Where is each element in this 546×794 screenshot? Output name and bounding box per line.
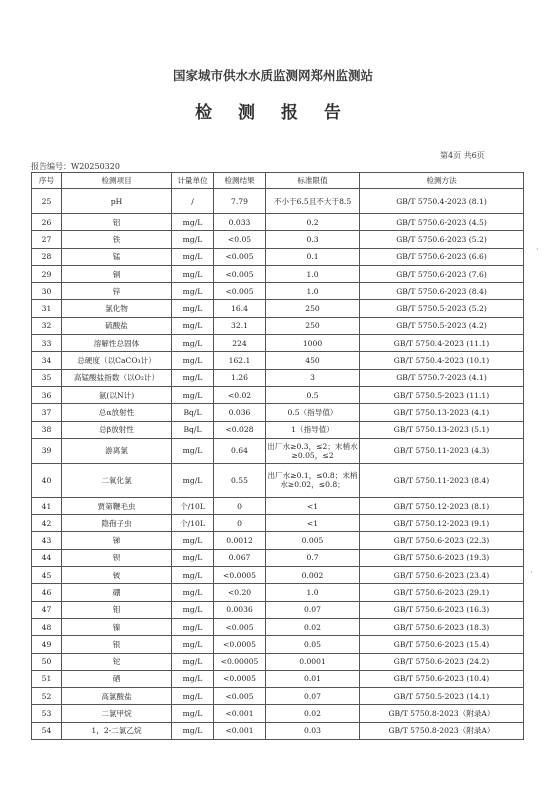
table-row	[32, 352, 524, 369]
table-row	[32, 248, 524, 265]
cell-item: 高氯酸盐	[62, 688, 172, 705]
table-row	[32, 214, 524, 231]
cell-unit: mg/L	[172, 231, 214, 248]
cell-item: 铍	[62, 567, 172, 584]
cell-item: pH	[62, 189, 172, 214]
cell-method: GB/T 5750.5-2023 (11.1)	[360, 386, 524, 403]
cell-method: GB/T 5750.6-2023 (6.6)	[360, 248, 524, 265]
cell-no: 39	[32, 438, 62, 463]
cell-item: 铊	[62, 653, 172, 670]
table-header-row	[32, 173, 524, 189]
cell-no: 31	[32, 300, 62, 317]
cell-no: 45	[32, 567, 62, 584]
cell-unit: mg/L	[172, 386, 214, 403]
table-row	[32, 601, 524, 618]
cell-result: <0.0005	[214, 670, 266, 687]
cell-method: GB/T 5750.11-2023 (4.3)	[360, 438, 524, 463]
cell-limit: 0.3	[266, 231, 360, 248]
cell-item: 溶解性总固体	[62, 335, 172, 352]
cell-result: 0.64	[214, 438, 266, 463]
table-row	[32, 463, 524, 497]
cell-item: 二氯甲烷	[62, 705, 172, 722]
cell-result: 0.067	[214, 549, 266, 566]
cell-method: GB/T 5750.6-2023 (24.2)	[360, 653, 524, 670]
table-row	[32, 688, 524, 705]
cell-item: 隐孢子虫	[62, 515, 172, 532]
table-row	[32, 421, 524, 438]
cell-method: GB/T 5750.6-2023 (22.3)	[360, 532, 524, 549]
cell-result: <0.00005	[214, 653, 266, 670]
table-row	[32, 567, 524, 584]
table-row	[32, 549, 524, 566]
cell-result: <0.0005	[214, 636, 266, 653]
cell-result: 16.4	[214, 300, 266, 317]
cell-no: 28	[32, 248, 62, 265]
cell-method: GB/T 5750.6-2023 (16.3)	[360, 601, 524, 618]
cell-unit: mg/L	[172, 265, 214, 282]
cell-no: 53	[32, 705, 62, 722]
cell-method: GB/T 5750.5-2023 (4.2)	[360, 317, 524, 334]
cell-no: 32	[32, 317, 62, 334]
cell-unit: mg/L	[172, 214, 214, 231]
cell-item: 锌	[62, 283, 172, 300]
col-header-item: 检测项目	[62, 173, 172, 189]
cell-method: GB/T 5750.6-2023 (10.4)	[360, 670, 524, 687]
table-row	[32, 705, 524, 722]
cell-no: 54	[32, 722, 62, 739]
cell-no: 43	[32, 532, 62, 549]
cell-no: 38	[32, 421, 62, 438]
cell-method: GB/T 5750.4-2023 (11.1)	[360, 335, 524, 352]
cell-result: <0.005	[214, 283, 266, 300]
col-header-result: 检测结果	[214, 173, 266, 189]
cell-method: GB/T 5750.4-2023 (8.1)	[360, 189, 524, 214]
cell-method: GB/T 5750.6-2023 (15.4)	[360, 636, 524, 653]
cell-limit: 0.0001	[266, 653, 360, 670]
cell-no: 27	[32, 231, 62, 248]
table-row	[32, 670, 524, 687]
cell-method: GB/T 5750.12-2023 (9.1)	[360, 515, 524, 532]
cell-limit: 0.7	[266, 549, 360, 566]
cell-unit: mg/L	[172, 438, 214, 463]
cell-unit: mg/L	[172, 636, 214, 653]
cell-no: 33	[32, 335, 62, 352]
table-row	[32, 300, 524, 317]
cell-result: 32.1	[214, 317, 266, 334]
cell-result: 0.0012	[214, 532, 266, 549]
cell-method: GB/T 5750.5-2023 (14.1)	[360, 688, 524, 705]
cell-unit: mg/L	[172, 601, 214, 618]
table-row	[32, 386, 524, 403]
table-row	[32, 722, 524, 739]
cell-unit: 个/10L	[172, 497, 214, 514]
page-info: 第4页 共6页	[440, 151, 485, 160]
cell-item: 总α放射性	[62, 404, 172, 421]
cell-method: GB/T 5750.4-2023 (10.1)	[360, 352, 524, 369]
cell-result: 0.0036	[214, 601, 266, 618]
cell-no: 48	[32, 618, 62, 635]
col-header-method: 检测方法	[360, 173, 524, 189]
cell-no: 36	[32, 386, 62, 403]
cell-limit: <1	[266, 497, 360, 514]
cell-result: 0.036	[214, 404, 266, 421]
cell-result: <0.005	[214, 688, 266, 705]
cell-unit: mg/L	[172, 317, 214, 334]
table-row	[32, 497, 524, 514]
cell-item: 二氧化氯	[62, 463, 172, 497]
cell-method: GB/T 5750.6-2023 (19.3)	[360, 549, 524, 566]
cell-method: GB/T 5750.5-2023 (5.2)	[360, 300, 524, 317]
cell-limit: 1.0	[266, 283, 360, 300]
cell-result: <0.001	[214, 722, 266, 739]
cell-unit: mg/L	[172, 722, 214, 739]
cell-result: 0	[214, 515, 266, 532]
cell-unit: mg/L	[172, 532, 214, 549]
cell-result: <0.028	[214, 421, 266, 438]
cell-unit: mg/L	[172, 567, 214, 584]
cell-no: 30	[32, 283, 62, 300]
table-row	[32, 369, 524, 386]
cell-method: GB/T 5750.8-2023（附录A）	[360, 705, 524, 722]
table-row	[32, 515, 524, 532]
cell-unit: mg/L	[172, 549, 214, 566]
cell-item: 1，2-二氯乙烷	[62, 722, 172, 739]
cell-method: GB/T 5750.7-2023 (4.1)	[360, 369, 524, 386]
cell-limit: 0.5	[266, 386, 360, 403]
cell-result: <0.05	[214, 231, 266, 248]
table-row	[32, 189, 524, 214]
cell-no: 26	[32, 214, 62, 231]
cell-no: 44	[32, 549, 62, 566]
cell-limit: 0.2	[266, 214, 360, 231]
cell-method: GB/T 5750.6-2023 (5.2)	[360, 231, 524, 248]
cell-limit: 1.0	[266, 265, 360, 282]
scan-mark: ·	[536, 245, 539, 254]
cell-item: 铝	[62, 214, 172, 231]
cell-unit: /	[172, 189, 214, 214]
cell-item: 铜	[62, 265, 172, 282]
cell-item: 硫酸盐	[62, 317, 172, 334]
table-row	[32, 283, 524, 300]
cell-unit: mg/L	[172, 369, 214, 386]
cell-item: 钼	[62, 601, 172, 618]
cell-limit: 0.01	[266, 670, 360, 687]
cell-method: GB/T 5750.6-2023 (7.6)	[360, 265, 524, 282]
report-number: 报告编号：W20250320	[31, 162, 120, 171]
cell-unit: mg/L	[172, 670, 214, 687]
cell-item: 游离氯	[62, 438, 172, 463]
cell-unit: mg/L	[172, 705, 214, 722]
cell-method: GB/T 5750.11-2023 (8.4)	[360, 463, 524, 497]
cell-method: GB/T 5750.6-2023 (4.5)	[360, 214, 524, 231]
cell-item: 硒	[62, 670, 172, 687]
cell-limit: 0.1	[266, 248, 360, 265]
cell-no: 47	[32, 601, 62, 618]
cell-result: <0.0005	[214, 567, 266, 584]
organization-name: 国家城市供水水质监测网郑州监测站	[172, 68, 373, 83]
cell-unit: mg/L	[172, 653, 214, 670]
table-row	[32, 636, 524, 653]
cell-no: 49	[32, 636, 62, 653]
cell-result: <0.005	[214, 248, 266, 265]
cell-unit: mg/L	[172, 248, 214, 265]
cell-no: 25	[32, 189, 62, 214]
cell-item: 硼	[62, 584, 172, 601]
cell-unit: mg/L	[172, 463, 214, 497]
cell-limit: <1	[266, 515, 360, 532]
cell-method: GB/T 5750.6-2023 (29.1)	[360, 584, 524, 601]
table-row	[32, 265, 524, 282]
cell-limit: 0.5（指导值）	[266, 404, 360, 421]
cell-result: 0.033	[214, 214, 266, 231]
cell-result: <0.005	[214, 618, 266, 635]
col-header-unit: 计量单位	[172, 173, 214, 189]
cell-no: 42	[32, 515, 62, 532]
cell-no: 34	[32, 352, 62, 369]
cell-method: GB/T 5750.6-2023 (8.4)	[360, 283, 524, 300]
cell-limit: 0.005	[266, 532, 360, 549]
cell-result: 7.79	[214, 189, 266, 214]
table-row	[32, 335, 524, 352]
cell-unit: Bq/L	[172, 421, 214, 438]
table-row	[32, 317, 524, 334]
cell-method: GB/T 5750.6-2023 (18.3)	[360, 618, 524, 635]
cell-limit: 1（指导值）	[266, 421, 360, 438]
cell-unit: mg/L	[172, 283, 214, 300]
cell-item: 锑	[62, 532, 172, 549]
table-row	[32, 618, 524, 635]
cell-item: 总硬度（以CaCO₃计）	[62, 352, 172, 369]
cell-limit: 1.0	[266, 584, 360, 601]
cell-item: 氨(以N计)	[62, 386, 172, 403]
cell-limit: 0.02	[266, 618, 360, 635]
table-row	[32, 438, 524, 463]
table-row	[32, 231, 524, 248]
cell-limit: 0.07	[266, 601, 360, 618]
cell-item: 氯化物	[62, 300, 172, 317]
cell-method: GB/T 5750.6-2023 (23.4)	[360, 567, 524, 584]
cell-unit: mg/L	[172, 352, 214, 369]
table-row	[32, 653, 524, 670]
cell-method: GB/T 5750.13-2023 (4.1)	[360, 404, 524, 421]
scan-mark: ·	[530, 568, 533, 577]
cell-item: 高锰酸盐指数（以O₂计）	[62, 369, 172, 386]
cell-result: 0	[214, 497, 266, 514]
cell-result: 162.1	[214, 352, 266, 369]
cell-limit: 450	[266, 352, 360, 369]
cell-no: 40	[32, 463, 62, 497]
cell-limit: 0.07	[266, 688, 360, 705]
cell-result: <0.001	[214, 705, 266, 722]
cell-no: 52	[32, 688, 62, 705]
table-row	[32, 404, 524, 421]
cell-limit: 0.002	[266, 567, 360, 584]
cell-limit: 出厂水≥0.3，≤2；末梢水≥0.05，≤2	[266, 438, 360, 463]
cell-limit: 出厂水≥0.1，≤0.8；末梢水≥0.02，≤0.8；	[266, 463, 360, 497]
cell-unit: 个/10L	[172, 515, 214, 532]
cell-no: 37	[32, 404, 62, 421]
cell-limit: 3	[266, 369, 360, 386]
results-table	[31, 172, 524, 740]
cell-unit: Bq/L	[172, 404, 214, 421]
cell-item: 贾第鞭毛虫	[62, 497, 172, 514]
col-header-limit: 标准限值	[266, 173, 360, 189]
cell-unit: mg/L	[172, 584, 214, 601]
cell-result: <0.20	[214, 584, 266, 601]
cell-item: 铁	[62, 231, 172, 248]
cell-unit: mg/L	[172, 335, 214, 352]
cell-no: 50	[32, 653, 62, 670]
report-title: 检 测 报 告	[195, 103, 351, 123]
cell-no: 29	[32, 265, 62, 282]
cell-item: 锰	[62, 248, 172, 265]
table-row	[32, 532, 524, 549]
cell-method: GB/T 5750.8-2023（附录A）	[360, 722, 524, 739]
cell-item: 总β放射性	[62, 421, 172, 438]
cell-no: 51	[32, 670, 62, 687]
cell-limit: 0.02	[266, 705, 360, 722]
cell-limit: 不小于6.5且不大于8.5	[266, 189, 360, 214]
cell-result: 224	[214, 335, 266, 352]
cell-no: 41	[32, 497, 62, 514]
cell-result: 1.26	[214, 369, 266, 386]
cell-limit: 250	[266, 300, 360, 317]
table-row	[32, 584, 524, 601]
cell-unit: mg/L	[172, 618, 214, 635]
cell-unit: mg/L	[172, 300, 214, 317]
cell-no: 35	[32, 369, 62, 386]
cell-item: 钡	[62, 549, 172, 566]
cell-item: 镍	[62, 618, 172, 635]
cell-limit: 1000	[266, 335, 360, 352]
cell-item: 银	[62, 636, 172, 653]
cell-limit: 0.03	[266, 722, 360, 739]
cell-unit: mg/L	[172, 688, 214, 705]
cell-limit: 250	[266, 317, 360, 334]
cell-result: 0.55	[214, 463, 266, 497]
cell-limit: 0.05	[266, 636, 360, 653]
col-header-no: 序号	[32, 173, 62, 189]
cell-method: GB/T 5750.13-2023 (5.1)	[360, 421, 524, 438]
cell-result: <0.005	[214, 265, 266, 282]
cell-result: <0.02	[214, 386, 266, 403]
cell-method: GB/T 5750.12-2023 (8.1)	[360, 497, 524, 514]
cell-no: 46	[32, 584, 62, 601]
